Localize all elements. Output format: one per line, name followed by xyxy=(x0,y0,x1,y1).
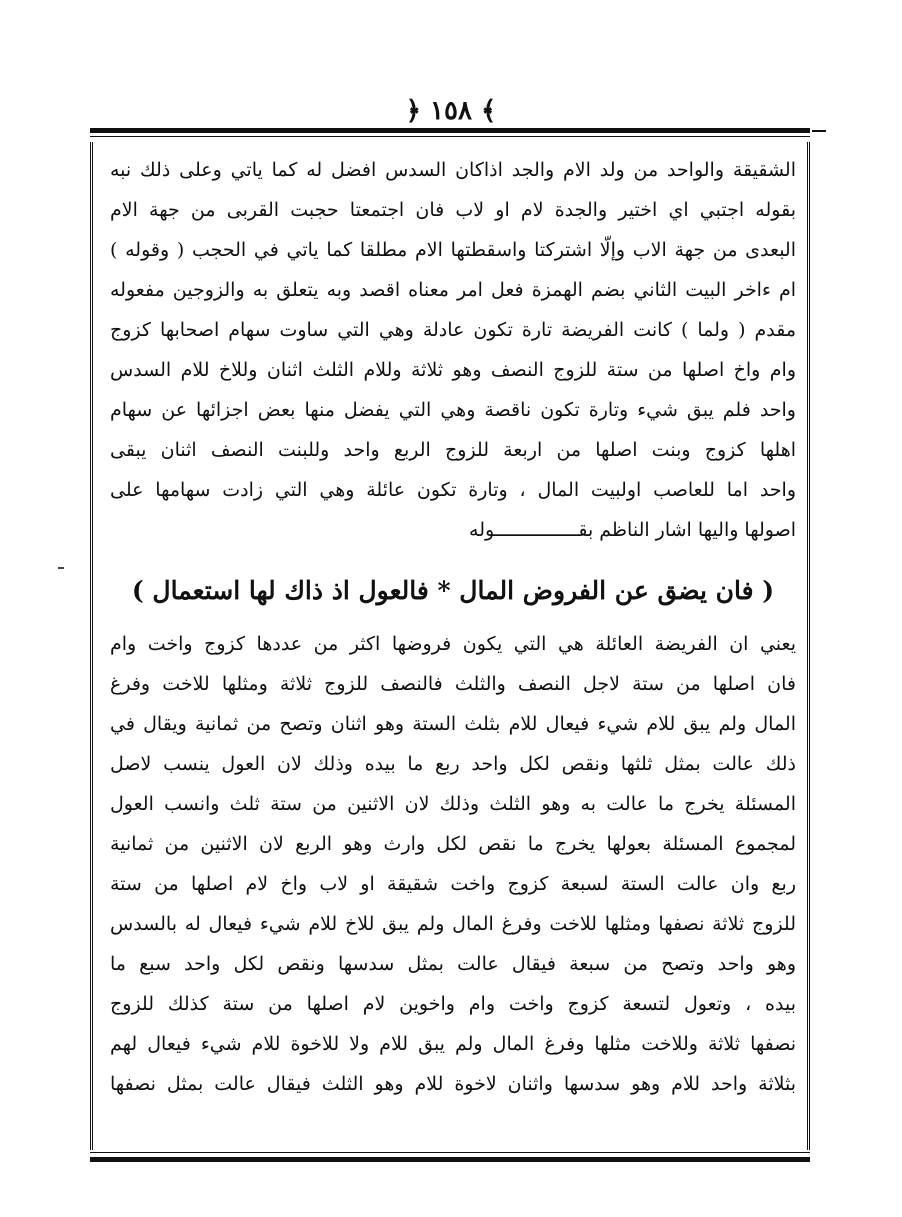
text-line: لمجموع المسئلة بعولها يخرج ما نقص لكل وارث وهو الربع لان الاثنين من ثمانية xyxy=(110,833,796,855)
text-line: يعني ان الفريضة العائلة هي التي يكون فروضها اكثر من عددها كزوج واخت وام xyxy=(110,633,796,655)
text-line: بثلاثة واحد للام وهو سدسها واثنان لاخوة للام وهو الثلث فيقال عالت بمثل نصفها xyxy=(110,1073,796,1095)
text-line: واحد فلم يبق شيء وتارة تكون ناقصة وهي التي يفضل منها بعض اجزائها عن سهام xyxy=(110,399,796,421)
text-line: المسئلة يخرج ما عالت به وهو الثلث وذلك لان الاثنين من ستة ثلث وانسب العول xyxy=(110,793,796,815)
body-text xyxy=(110,150,796,1104)
text-line: المال ولم يبق للام شيء فيعال للام بثلث الستة وهو اثنان وتصح من ثمانية ويقال في xyxy=(110,713,796,735)
text-line: الشقيقة والواحد من ولد الام والجد اذاكان السدس افضل له كما ياتي وعلى ذلك نبه xyxy=(110,159,796,181)
text-line: ام ءاخر البيت الثاني بضم الهمزة فعل امر معناه اقصد وبه يتعلق به والزوجين مفعوله xyxy=(110,279,796,301)
text-line: نصفها ثلاثة وللاخت مثلها وفرغ المال ولم يبق للام ولا للاخوة للام شيء فيعال لهم xyxy=(110,1033,796,1055)
top-rule-thick xyxy=(90,128,810,133)
text-line: مقدم ( ولما ) كانت الفريضة تارة تكون عادلة وهي التي ساوت سهام اصحابها كزوج xyxy=(110,319,796,341)
bottom-rule-thin xyxy=(90,1152,810,1153)
text-line: اصولها واليها اشار الناظم بقـــــــــــــــوله xyxy=(469,519,796,541)
text-line: بيده ، وتعول لتسعة كزوج واخت وام واخوين لام اصلها من ستة كذلك للزوج xyxy=(110,993,796,1015)
margin-mark xyxy=(58,567,64,569)
verse-line: ( فان يضق عن الفروض المال * فالعول اذ ذاك لها استعمال ) xyxy=(131,576,775,605)
text-line: ربع وان عالت الستة لسبعة كزوج واخت شقيقة او لاب واخ لام اصلها من ستة xyxy=(110,873,796,895)
text-line: بقوله اجتبي اي اختير والجدة لام او لاب فان اجتمعتا حجبت القربى من جهة الام xyxy=(110,199,796,221)
text-line: البعدى من جهة الاب وإلّا اشتركتا واسقطتها الام مطلقا كما ياتي في الحجب ( وقوله ) xyxy=(110,239,796,261)
text-line: اهلها كزوج وبنت اصلها من اربعة للزوج الربع واحد وللبنت النصف اثنان يبقى xyxy=(110,439,796,461)
text-line: للزوج ثلاثة نصفها ومثلها للاخت وفرغ المال ولم يبق للاخ للام شيء فيعال له بالسدس xyxy=(110,913,796,935)
text-line: وهو واحد وتصح من سبعة فيقال عالت بمثل سدسها ونقص لكل واحد سبع ما xyxy=(110,953,796,975)
bottom-rule-thick xyxy=(90,1157,810,1162)
page-number: ﴿ ١٥٨ ﴾ xyxy=(405,96,497,126)
text-line: واحد اما للعاصب اولبيت المال ، وتارة تكون عائلة وهي التي زادت سهامها على xyxy=(110,479,796,501)
text-line: ذلك عالت بمثل ثلثها ونقص لكل واحد ربع ما بيده وذلك لان العول ينسب لاصل xyxy=(110,753,796,775)
text-line: فان اصلها من ستة لاجل النصف والثلث فالنصف للزوج ثلاثة ومثلها للاخت وفرغ xyxy=(110,673,796,695)
text-line: وام واخ اصلها من ستة للزوج النصف وهو ثلاثة وللام الثلث اثنان وللاخ للام السدس xyxy=(110,359,796,381)
top-rule-tick xyxy=(812,130,826,132)
top-rule-thin xyxy=(90,136,810,137)
